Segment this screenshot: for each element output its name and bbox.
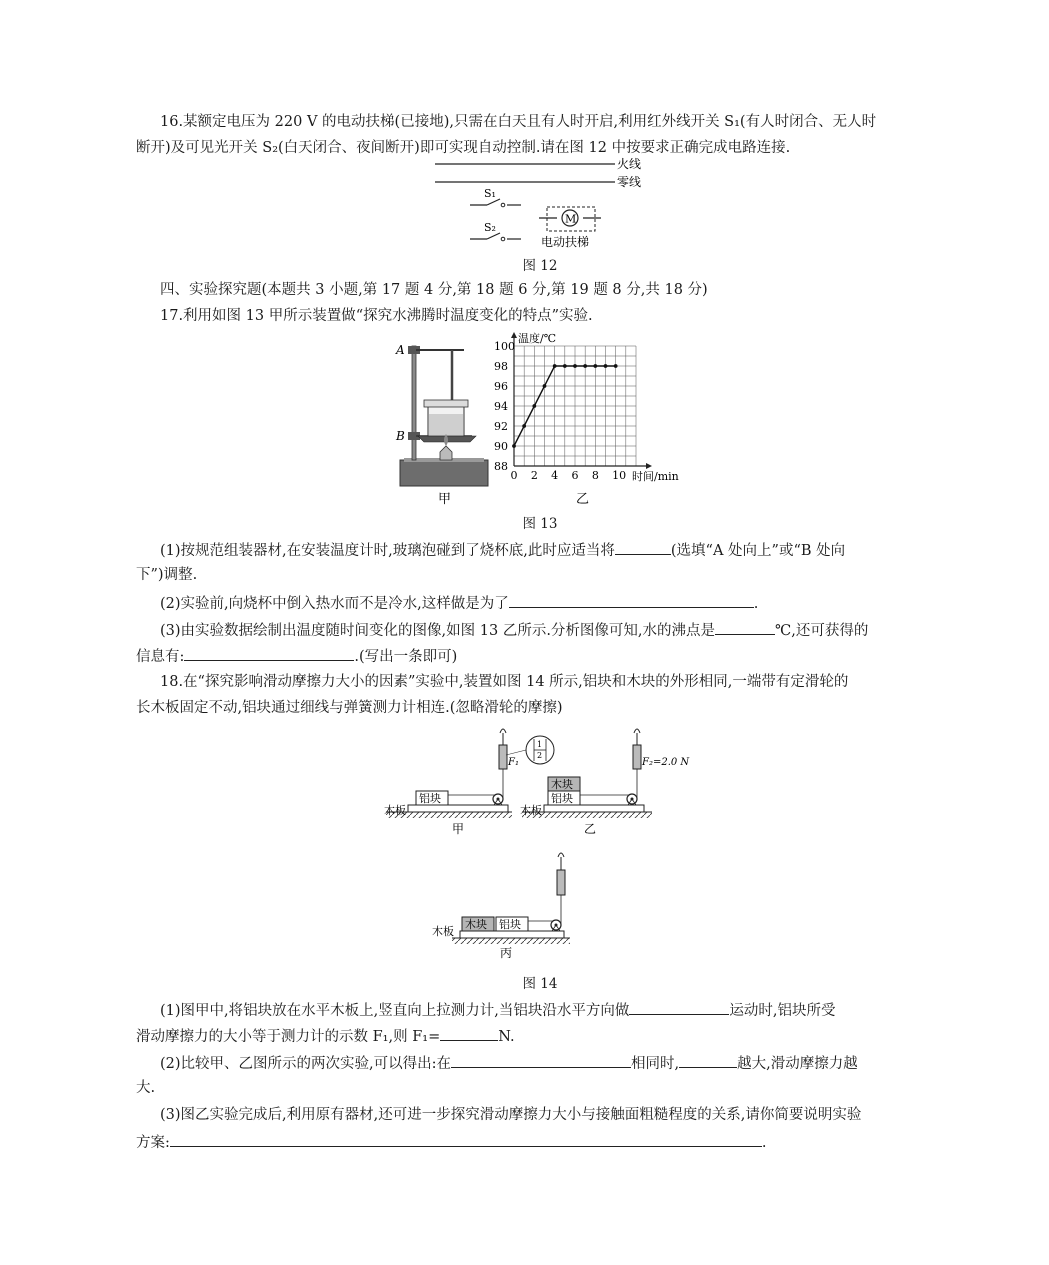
yi-aluminum-label: 铝块	[551, 792, 573, 805]
label-a: A	[396, 343, 405, 357]
yi-board-label: 木板	[520, 804, 542, 817]
y-tick-label: 100	[494, 340, 515, 353]
q18-sub1-line1	[160, 999, 835, 1021]
switch-s1[interactable]	[470, 187, 521, 207]
s2-label: S₂	[484, 221, 496, 234]
q18-sub3-line2	[136, 1131, 767, 1153]
neutral-wire-label: 零线	[617, 175, 642, 189]
figure-12-caption: 图 12	[522, 258, 558, 274]
setup-jia	[384, 729, 554, 836]
section-4-heading: 四、实验探究题(本题共 3 小题,第 17 题 4 分,第 18 题 6 分,第 19 题 8 分,共 18 分)	[160, 282, 708, 298]
motor-symbol: M	[565, 212, 577, 226]
q18-f1-value-blank[interactable]	[440, 1025, 498, 1041]
q18-sub2-line2: 大.	[136, 1080, 156, 1096]
y-tick-label: 90	[494, 440, 508, 453]
q17-sub1-text-a: (1)按规范组装器材,在安装温度计时,玻璃泡碰到了烧杯底,此时应适当将	[160, 543, 615, 559]
jia-caption: 甲	[452, 822, 465, 836]
x-tick-label: 0	[510, 469, 518, 482]
jia-aluminum-label: 铝块	[419, 792, 441, 805]
x-tick-label: 8	[591, 469, 599, 482]
x-tick-label: 4	[551, 469, 559, 482]
q16-line2: 断开)及可见光开关 S₂(白天闭合、夜间断开)即可实现自动控制.请在图 12 中按要求正确完成电路连接.	[136, 140, 791, 156]
x-tick-label: 6	[571, 469, 579, 482]
q18-line2: 长木板固定不动,铝块通过细线与弹簧测力计相连.(忽略滑轮的摩擦)	[136, 700, 563, 716]
label-b: B	[396, 429, 405, 443]
q18-sub1-unit: N.	[498, 1029, 515, 1045]
jia-board-label: 木板	[384, 804, 406, 817]
figure-13-temperature-graph	[478, 326, 692, 506]
q18-sub3-plan-label: 方案:	[136, 1135, 170, 1151]
q17-sub1-text-b: (选填“A 处向上”或“B 处向	[670, 543, 846, 559]
q17-sub3-line2	[136, 645, 457, 667]
setup-bing	[432, 853, 570, 960]
switch-s2[interactable]	[470, 221, 521, 241]
q17-sub1-line1	[160, 539, 845, 561]
q17-sub3-note: .(写出一条即可)	[354, 649, 458, 665]
data-point	[532, 404, 536, 408]
q17-sub3-line1	[160, 619, 868, 641]
q17-sub1-answer-blank[interactable]	[615, 539, 671, 555]
data-point	[583, 364, 587, 368]
q18-motion-blank[interactable]	[629, 999, 729, 1015]
bing-wood-label: 木块	[465, 918, 487, 931]
bing-aluminum-label: 铝块	[499, 918, 521, 931]
q16-line1: 16.某额定电压为 220 V 的电动扶梯(已接地),只需在白天且有人时开启,利用红外线开关 S₁(有人时闭合、无人时	[160, 114, 877, 130]
live-wire-label: 火线	[617, 157, 642, 171]
figure-14-friction-setup	[380, 725, 690, 965]
scale-bottom-value: 2	[537, 751, 543, 760]
y-axis-label: 温度/℃	[518, 332, 557, 345]
data-point	[512, 444, 516, 448]
data-point	[593, 364, 597, 368]
f2-label: F₂=2.0 N	[642, 757, 690, 768]
q18-sub2-text-b: 相同时,	[631, 1056, 680, 1072]
q17-boiling-point-blank[interactable]	[715, 619, 775, 635]
y-tick-label: 98	[494, 360, 508, 373]
f1-label: F₁	[508, 757, 519, 768]
x-tick-label: 2	[530, 469, 538, 482]
yi-caption: 乙	[584, 822, 597, 836]
q18-sub3-line1: (3)图乙实验完成后,利用原有器材,还可进一步探究滑动摩擦力大小与接触面粗糙程度的关系,请你简要说明实验	[160, 1107, 862, 1123]
q17-sub2	[160, 592, 758, 614]
q18-sub1-text-b: 运动时,铝块所受	[729, 1003, 836, 1019]
q17-stem: 17.利用如图 13 甲所示装置做“探究水沸腾时温度变化的特点”实验.	[160, 308, 593, 324]
q17-sub3-text-b: ℃,还可获得的	[775, 623, 869, 639]
q17-info-answer-blank[interactable]	[184, 645, 354, 661]
q18-sub1-line2	[136, 1025, 515, 1047]
scale-top-value: 1	[537, 740, 543, 749]
yi-wood-label: 木块	[551, 778, 573, 791]
data-point	[604, 364, 608, 368]
y-tick-label: 96	[494, 380, 508, 393]
graph-caption: 乙	[576, 492, 590, 507]
y-axis-arrow	[511, 332, 517, 338]
data-point	[573, 364, 577, 368]
q18-sub2-text-c: 越大,滑动摩擦力越	[737, 1056, 858, 1072]
q17-sub2-period: .	[753, 596, 759, 612]
s1-label: S₁	[484, 187, 496, 200]
q18-line1: 18.在“探究影响滑动摩擦力大小的因素”实验中,装置如图 14 所示,铝块和木块的外形相同,一端带有定滑轮的	[160, 674, 849, 690]
q18-sub2-line1	[160, 1052, 858, 1074]
figure-13-caption: 图 13	[522, 516, 558, 532]
data-point	[522, 424, 526, 428]
escalator-motor	[539, 207, 601, 249]
bing-board-label: 木板	[432, 925, 454, 938]
data-point	[553, 364, 557, 368]
data-point	[543, 384, 547, 388]
figure-12-circuit	[425, 155, 665, 253]
q17-sub2-text: (2)实验前,向烧杯中倒入热水而不是冷水,这样做是为了	[160, 596, 509, 612]
bing-caption: 丙	[500, 946, 513, 960]
data-point	[614, 364, 618, 368]
q18-plan-answer-blank[interactable]	[170, 1131, 762, 1147]
q17-sub3-text-a: (3)由实验数据绘制出温度随时间变化的图像,如图 13 乙所示.分析图像可知,水的沸点是	[160, 623, 716, 639]
motor-label: 电动扶梯	[541, 235, 590, 249]
q17-sub3-info-label: 信息有:	[136, 649, 185, 665]
x-axis-arrow	[646, 463, 652, 469]
y-tick-label: 92	[494, 420, 508, 433]
q17-sub1-line2: 下”)调整.	[136, 567, 198, 583]
apparatus-caption: 甲	[438, 492, 452, 507]
q18-same-condition-blank[interactable]	[451, 1052, 631, 1068]
x-tick-label: 10	[612, 469, 627, 482]
q18-sub3-period: .	[761, 1135, 767, 1151]
q18-sub1-text-a: (1)图甲中,将铝块放在水平木板上,竖直向上拉测力计,当铝块沿水平方向做	[160, 1003, 630, 1019]
y-tick-label: 94	[494, 400, 508, 413]
figure-14-caption: 图 14	[522, 976, 558, 992]
q17-sub2-answer-blank[interactable]	[509, 592, 754, 608]
q18-sub2-text-a: (2)比较甲、乙图所示的两次实验,可以得出:在	[160, 1056, 452, 1072]
y-tick-label: 88	[494, 460, 508, 473]
x-axis-label: 时间/min	[632, 470, 679, 483]
data-point	[563, 364, 567, 368]
q18-variable-blank[interactable]	[679, 1052, 737, 1068]
q18-sub1-f1-text: 滑动摩擦力的大小等于测力计的示数 F₁,则 F₁=	[136, 1029, 441, 1045]
